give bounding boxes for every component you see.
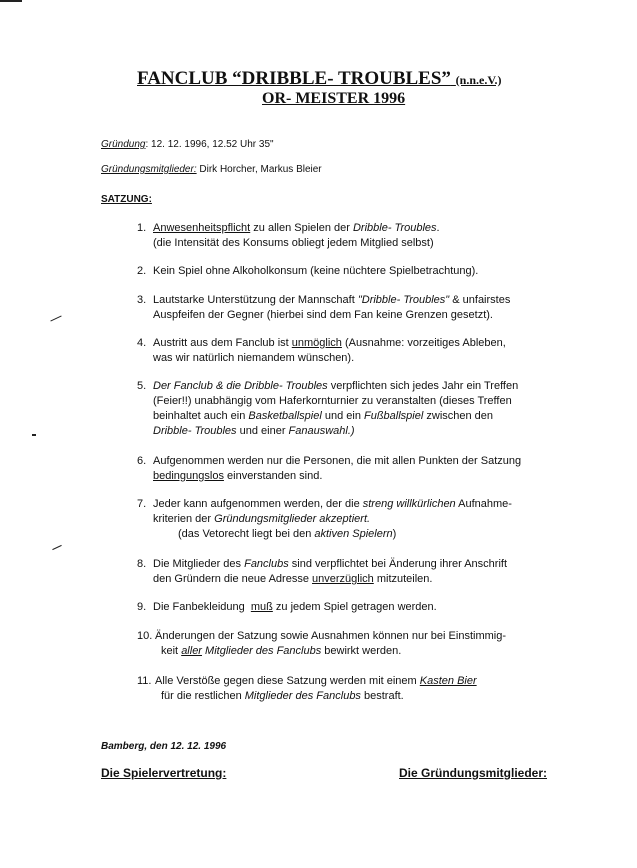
founding-label: Gründung xyxy=(101,139,146,150)
rule-text: Die Fanbekleidung muß zu jedem Spiel getragen werden. xyxy=(153,601,437,613)
scan-mark xyxy=(0,0,22,2)
rule-text: Kein Spiel ohne Alkoholkonsum (keine nüchtere Spielbetrachtung). xyxy=(153,265,479,277)
rule-text: Aufgenommen werden nur die Personen, die mit allen Punkten der Satzung bedingungslos einverstanden sind. xyxy=(153,455,522,482)
rule-number: 11. xyxy=(137,675,152,687)
founding-members-signature: Die Gründungsmitglieder: xyxy=(399,766,548,780)
rule-number: 8. xyxy=(137,558,147,570)
founders-value: Dirk Horcher, Markus Bleier xyxy=(196,164,322,175)
scan-mark xyxy=(50,316,61,322)
rule-text: Austritt aus dem Fanclub ist unmöglich (Ausnahme: vorzeitiges Ableben, was wir natürlich niemandem wünschen). xyxy=(153,337,506,364)
founding-value: : 12. 12. 1996, 12.52 Uhr 35" xyxy=(145,139,274,150)
rule-number: 10. xyxy=(137,630,153,642)
scan-mark xyxy=(52,545,61,550)
rule-number: 1. xyxy=(137,222,147,234)
founders-line xyxy=(101,164,322,175)
rule-text: Änderungen der Satzung sowie Ausnahmen können nur bei Einstimmig- keit aller Mitglieder des Fanclubs bewirkt werden. xyxy=(155,630,506,657)
player-representatives-signature: Die Spielervertretung: xyxy=(101,766,227,780)
rule-number: 7. xyxy=(137,498,147,510)
rule-number: 9. xyxy=(137,601,147,613)
place-date-line: Bamberg, den 12. 12. 1996 xyxy=(101,741,227,752)
document-title: FANCLUB “DRIBBLE- TROUBLES” (n.n.e.V.) xyxy=(137,68,502,89)
rule-text: Lautstarke Unterstützung der Mannschaft "Dribble- Troubles" & unfairstes Auspfeifen der Gegner (hierbei sind dem Fan keine Grenzen gesetzt). xyxy=(153,294,511,321)
rule-text: Alle Verstöße gegen diese Satzung werden mit einem Kasten Bier für die restlichen Mitglieder des Fanclubs bestraft. xyxy=(155,675,477,702)
founders-label: Gründungsmitglieder: xyxy=(101,164,197,175)
rule-text: Jeder kann aufgenommen werden, der die streng willkürlichen Aufnahme- kriterien der Gründungsmitglieder akzeptiert. (das Vetorecht liegt bei den aktiven Spielern) xyxy=(153,498,512,540)
rule-number: 2. xyxy=(137,265,147,277)
rule-number: 3. xyxy=(137,294,147,306)
rule-text: Der Fanclub & die Dribble- Troubles verpflichten sich jedes Jahr ein Treffen (Feier!!) unabhängig vom Haferkornturnier zu veranstalten (dieses Treffen beinhaltet auch ein Basketballspiel und ein Fußballspiel zwischen den Dribble- Troubles und einer Fanauswahl.) xyxy=(153,380,519,437)
section-heading: SATZUNG: xyxy=(101,194,152,205)
title-suffix: (n.n.e.V.) xyxy=(455,73,502,87)
founding-line xyxy=(101,139,274,150)
rule-text: Die Mitglieder des Fanclubs sind verpflichtet bei Änderung ihrer Anschrift den Gründern die neue Adresse unverzüglich mitzuteilen. xyxy=(153,558,508,585)
rule-number: 4. xyxy=(137,337,147,349)
document-subtitle: OR- MEISTER 1996 xyxy=(262,90,406,107)
rule-number: 6. xyxy=(137,455,147,467)
rule-text: Anwesenheitspflicht zu allen Spielen der Dribble- Troubles. (die Intensität des Konsums obliegt jedem Mitglied selbst) xyxy=(153,222,440,249)
scan-mark xyxy=(32,434,36,436)
rule-number: 5. xyxy=(137,380,147,392)
